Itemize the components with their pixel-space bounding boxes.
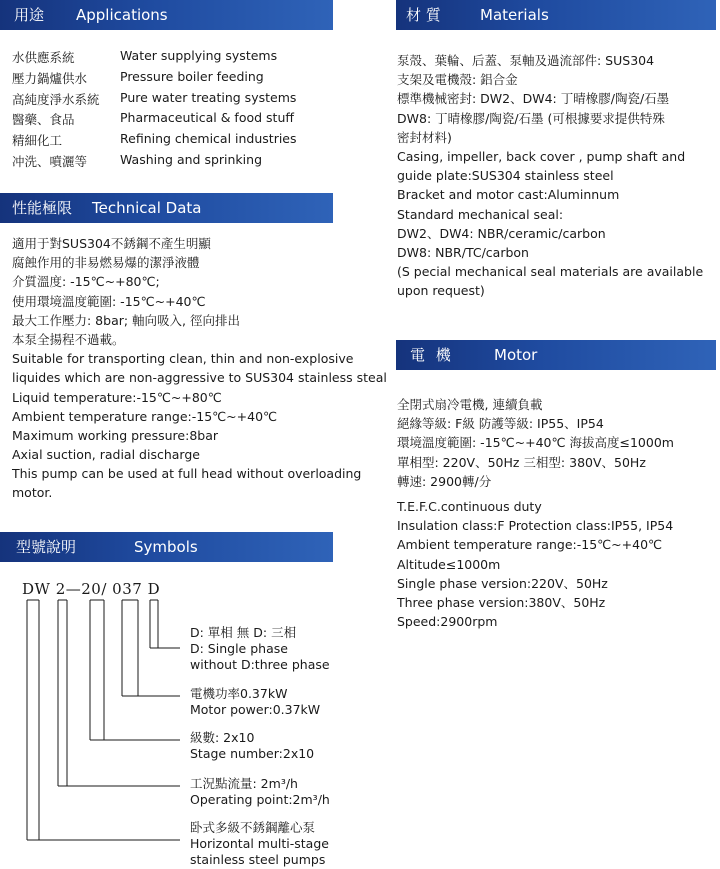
application-item-cn: 精細化工 [12, 133, 63, 149]
technical-line: 使用環境溫度範圍: -15℃~+40℃ [12, 293, 206, 309]
motor-header-cn: 電 機 [410, 346, 454, 364]
materials-header [396, 0, 716, 30]
technical-line: 適用于對SUS304不銹鋼不產生明顯 [12, 236, 211, 251]
technical-line: 介質溫度: -15℃~+80℃; [12, 274, 160, 290]
symbol-desc-line: Operating point:2m³/h [190, 792, 330, 807]
application-item-en: Water supplying systems [120, 48, 278, 63]
motor-en-line: Ambient temperature range:-15℃~+40℃ [397, 537, 663, 553]
technical-line: Ambient temperature range:-15℃~+40℃ [12, 408, 278, 424]
materials-line: 泵殼、葉輪、后蓋、泵軸及過流部件: SUS304 [397, 53, 655, 68]
technical-line: motor. [12, 485, 53, 501]
motor-cn-line: 環境溫度範圍: -15℃~+40℃ 海拔高度≤1000m [397, 435, 674, 451]
applications-header-en: Applications [76, 6, 168, 24]
symbols-header-en: Symbols [134, 538, 198, 556]
materials-text [397, 51, 703, 300]
materials-line: DW8: 丁晴橡膠/陶瓷/石墨 (可根據要求提供特殊 [397, 110, 665, 126]
technical-header-en: Technical Data [92, 199, 202, 217]
technical-header-cn: 性能極限 [12, 199, 73, 217]
materials-line: (S pecial mechanical seal materials are available [397, 264, 704, 280]
materials-line: guide plate:SUS304 stainless steel [397, 168, 614, 184]
symbol-desc-stage-number [190, 730, 314, 762]
motor-header [396, 340, 716, 370]
symbol-desc-line: stainless steel pumps [190, 852, 326, 867]
materials-line: DW8: NBR/TC/carbon [397, 244, 529, 260]
symbol-desc-operating-point [190, 776, 330, 808]
technical-line: This pump can be used at full head without overloading [12, 466, 362, 482]
symbol-desc-line: Stage number:2x10 [190, 746, 315, 761]
technical-line: Suitable for transporting clean, thin and non-explosive [12, 351, 354, 367]
motor-text-cn [397, 395, 674, 491]
symbols-header-cn: 型號說明 [16, 538, 77, 556]
technical-line: Liquid temperature:-15℃~+80℃ [12, 389, 222, 405]
symbol-desc-line: D: Single phase [190, 641, 288, 656]
symbol-desc-line: D: 單相 無 D: 三相 [190, 625, 297, 640]
application-item-en: Refining chemical industries [120, 131, 297, 147]
motor-cn-line: 全閉式扇冷電機, 連續負載 [397, 397, 543, 412]
symbol-desc-line: Horizontal multi-stage [190, 836, 329, 851]
application-item-en: Pressure boiler feeding [120, 68, 264, 84]
materials-line: 密封材料) [397, 129, 452, 145]
motor-cn-line: 轉速: 2900轉/分 [397, 473, 492, 489]
symbol-desc-line: 工況點流量: 2m³/h [190, 776, 298, 791]
motor-text-en [397, 497, 673, 631]
materials-line: DW2、DW4: NBR/ceramic/carbon [397, 225, 606, 241]
materials-header-en: Materials [480, 6, 549, 24]
application-item-cn: 冲洗、噴灑等 [12, 154, 88, 169]
technical-line: 最大工作壓力: 8bar; 軸向吸入, 徑向排出 [12, 312, 241, 328]
application-item-cn: 醫藥、食品 [12, 112, 75, 128]
motor-en-line: Single phase version:220V、50Hz [397, 575, 608, 591]
technical-line: 本泵全揚程不過載。 [12, 331, 125, 347]
application-item-cn: 高純度淨水系統 [12, 91, 100, 107]
materials-line: upon request) [397, 283, 485, 299]
materials-header-cn: 材 質 [406, 6, 441, 24]
symbol-desc-line: 級數: 2x10 [190, 730, 255, 745]
motor-cn-line: 單相型: 220V、50Hz 三相型: 380V、50Hz [397, 454, 646, 470]
motor-en-line: Speed:2900rpm [397, 614, 498, 630]
materials-line: Bracket and motor cast:Aluminnum [397, 187, 620, 203]
symbol-desc-line: without D:three phase [190, 657, 330, 672]
symbol-desc-pump-type [190, 820, 329, 868]
technical-line: Maximum working pressure:8bar [12, 427, 219, 443]
motor-en-line: Three phase version:380V、50Hz [397, 594, 606, 610]
symbol-desc-line: Motor power:0.37kW [190, 702, 321, 717]
symbol-desc-motor-power [190, 686, 320, 718]
symbol-desc-phase [190, 625, 330, 673]
application-item-en: Pharmaceutical & food stuff [120, 110, 294, 126]
motor-en-line: Insulation class:F Protection class:IP55, IP54 [397, 518, 674, 534]
materials-line: 標準機械密封: DW2、DW4: 丁晴橡膠/陶瓷/石墨 [397, 91, 670, 107]
motor-header-en: Motor [494, 346, 538, 364]
symbol-desc-line: 卧式多級不銹鋼離心泵 [190, 820, 316, 835]
symbol-desc-line: 電機功率0.37kW [190, 686, 288, 701]
model-code: DW 2—20/ 037 D [22, 580, 161, 598]
technical-line: liquides which are non-aggressive to SUS304 stainless steal [12, 370, 387, 386]
materials-line: Casing, impeller, back cover , pump shaft and [397, 148, 686, 164]
motor-cn-line: 絕緣等級: F級 防護等級: IP55、IP54 [397, 416, 604, 432]
technical-line: 腐蝕作用的非易燃易爆的潔淨液體 [12, 255, 200, 271]
applications-header-cn: 用途 [14, 6, 45, 24]
application-item-en: Washing and sprinking [120, 152, 262, 167]
materials-line: Standard mechanical seal: [397, 206, 564, 222]
application-item-cn: 水供應系統 [12, 50, 75, 65]
motor-en-line: T.E.F.C.continuous duty [397, 499, 542, 514]
application-item-cn: 壓力鍋爐供水 [12, 70, 88, 86]
motor-en-line: Altitude≤1000m [397, 556, 501, 572]
technical-line: Axial suction, radial discharge [12, 447, 200, 463]
application-item-en: Pure water treating systems [120, 89, 297, 105]
materials-line: 支架及電機殼: 鋁合金 [397, 72, 518, 88]
